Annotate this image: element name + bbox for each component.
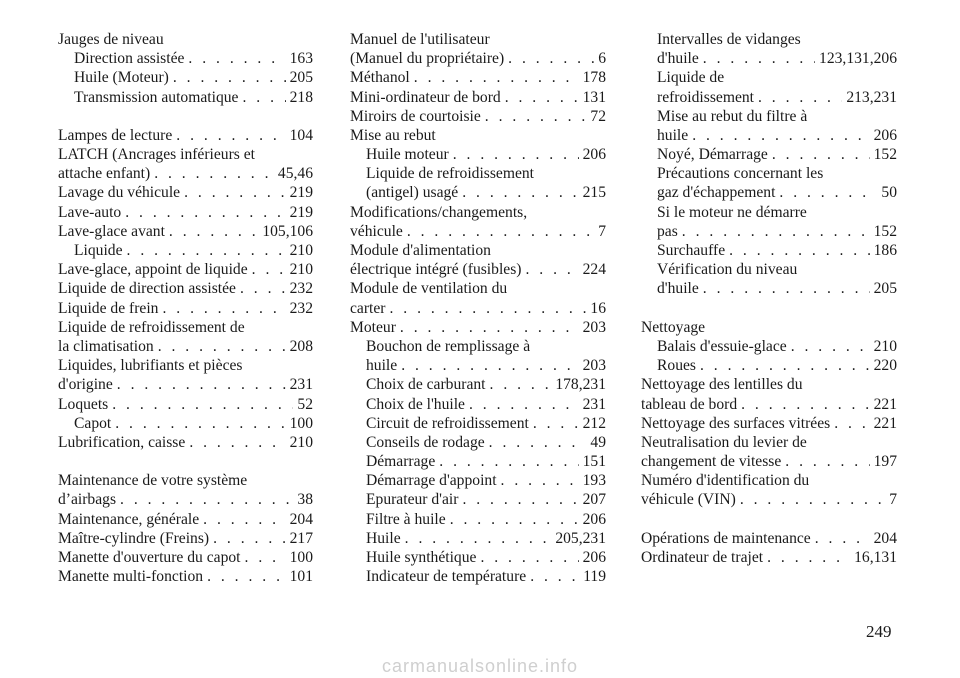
- page-reference: 152: [873, 146, 897, 164]
- dot-leader: [389, 299, 586, 318]
- page-reference: 38: [297, 491, 313, 509]
- index-subentry: [350, 337, 606, 356]
- index-subentry: [641, 337, 897, 356]
- entry-term: huile: [657, 126, 689, 144]
- index-subentry: [641, 356, 897, 375]
- dot-leader: [462, 490, 578, 509]
- entry-term: (Manuel du propriétaire): [350, 50, 505, 68]
- page-reference: 131: [582, 88, 606, 106]
- dot-leader: [158, 337, 286, 356]
- dot-leader: [489, 433, 587, 452]
- page-reference: 151: [582, 453, 606, 471]
- page-reference: 7: [889, 491, 897, 509]
- index-entry: [350, 279, 606, 298]
- page-reference: 231: [582, 395, 606, 413]
- index-column-2: [350, 30, 606, 586]
- dot-leader: [785, 452, 869, 471]
- index-subentry: [350, 548, 606, 567]
- page-reference: 119: [583, 568, 606, 586]
- index-entry: [641, 395, 897, 414]
- entry-spacer: [58, 107, 313, 126]
- index-subentry: [350, 491, 606, 510]
- index-entry: [58, 203, 313, 222]
- entry-term: Modifications/changements,: [350, 203, 528, 221]
- dot-leader: [490, 375, 552, 394]
- page-reference: 16,131: [854, 549, 897, 567]
- entry-term: Lampes de lecture: [58, 126, 173, 144]
- index-subentry: [641, 279, 897, 298]
- dot-leader: [242, 88, 285, 107]
- entry-term: Nettoyage des lentilles du: [641, 376, 803, 394]
- page-reference: 219: [289, 203, 313, 221]
- dot-leader: [184, 183, 286, 202]
- dot-leader: [758, 88, 842, 107]
- entry-term: Lavage du véhicule: [58, 184, 181, 202]
- entry-term: Lubrification, caisse: [58, 433, 186, 451]
- index-subentry: [641, 88, 897, 107]
- entry-term: Epurateur d'air: [366, 491, 459, 509]
- dot-leader: [125, 203, 285, 222]
- index-entry: [641, 433, 897, 452]
- index-entry: [350, 88, 606, 107]
- index-subentry: [641, 164, 897, 183]
- index-subentry: [641, 241, 897, 260]
- dot-leader: [453, 145, 579, 164]
- index-subentry: [350, 510, 606, 529]
- dot-leader: [480, 548, 578, 567]
- entry-term: véhicule: [350, 222, 403, 240]
- entry-term: Liquide de: [657, 69, 725, 87]
- entry-term: Maître-cylindre (Freins): [58, 529, 210, 547]
- dot-leader: [169, 222, 258, 241]
- entry-term: Vérification du niveau: [657, 261, 798, 279]
- entry-term: Maintenance de votre système: [58, 472, 248, 490]
- page-reference: 203: [582, 318, 606, 336]
- dot-leader: [400, 318, 579, 337]
- dot-leader: [703, 49, 815, 68]
- entry-term: Démarrage: [366, 453, 436, 471]
- dot-leader: [203, 510, 285, 529]
- index-entry: [58, 395, 313, 414]
- index-entry: [58, 356, 313, 375]
- page-reference: 206: [582, 146, 606, 164]
- index-subentry: [641, 107, 897, 126]
- page-reference: 207: [582, 491, 606, 509]
- dot-leader: [127, 241, 286, 260]
- index-entry: [641, 452, 897, 471]
- index-entry: [58, 491, 313, 510]
- entry-term: Liquide: [74, 242, 123, 260]
- dot-leader: [213, 529, 285, 548]
- index-entry: [58, 299, 313, 318]
- index-entry: [350, 203, 606, 222]
- entry-term: LATCH (Ancrages inférieurs et: [58, 146, 256, 164]
- dot-leader: [692, 126, 869, 145]
- index-subentry: [350, 452, 606, 471]
- page-reference: 210: [289, 261, 313, 279]
- page-reference: 221: [873, 395, 897, 413]
- entry-term: Ordinateur de trajet: [641, 549, 764, 567]
- dot-leader: [414, 68, 579, 87]
- entry-term: Choix de carburant: [366, 376, 486, 394]
- page-reference: 232: [289, 299, 313, 317]
- dot-leader: [729, 241, 869, 260]
- index-entry: [641, 471, 897, 490]
- index-subentry: [641, 30, 897, 49]
- entry-term: Liquides, lubrifiants et pièces: [58, 357, 243, 375]
- index-entry: [58, 184, 313, 203]
- entry-term: électrique intégré (fusibles): [350, 261, 522, 279]
- dot-leader: [245, 548, 286, 567]
- dot-leader: [779, 183, 877, 202]
- dot-leader: [815, 529, 870, 548]
- index-entry: [58, 548, 313, 567]
- dot-leader: [240, 279, 286, 298]
- page-reference: 204: [289, 510, 313, 528]
- dot-leader: [115, 414, 285, 433]
- page-reference: 105,106: [262, 222, 313, 240]
- index-entry: [350, 299, 606, 318]
- index-entry: [58, 433, 313, 452]
- watermark: carmanualsonline.info: [381, 656, 579, 676]
- entry-term: Filtre à huile: [366, 510, 446, 528]
- entry-term: Direction assistée: [74, 50, 185, 68]
- entry-term: carter: [350, 299, 386, 317]
- page-reference: 205: [873, 280, 897, 298]
- entry-term: Miroirs de courtoisie: [350, 107, 481, 125]
- page-reference: 205: [289, 69, 313, 87]
- entry-term: Mini-ordinateur de bord: [350, 88, 501, 106]
- entry-term: Liquide de direction assistée: [58, 280, 236, 298]
- page-reference: 100: [289, 549, 313, 567]
- entry-term: Huile: [366, 529, 401, 547]
- page-reference: 213,231: [846, 88, 897, 106]
- page-reference: 72: [590, 107, 606, 125]
- dot-leader: [401, 356, 578, 375]
- page-reference: 50: [881, 184, 897, 202]
- entry-term: Huile (Moteur): [74, 69, 169, 87]
- dot-leader: [740, 490, 885, 509]
- dot-leader: [407, 222, 594, 241]
- dot-leader: [505, 88, 579, 107]
- entry-term: Mise au rebut du filtre à: [657, 107, 808, 125]
- page-reference: 186: [873, 242, 897, 260]
- page-reference: 205,231: [555, 529, 606, 547]
- entry-term: Moteur: [350, 318, 396, 336]
- page-reference: 49: [590, 433, 606, 451]
- index-subentry: [58, 49, 313, 68]
- index-entry: [350, 260, 606, 279]
- entry-term: Loquets: [58, 395, 109, 413]
- index-subentry: [350, 395, 606, 414]
- page-reference: 16: [590, 299, 606, 317]
- dot-leader: [682, 222, 870, 241]
- page-reference: 217: [289, 529, 313, 547]
- index-entry: [350, 126, 606, 145]
- index-entry: [58, 145, 313, 164]
- entry-term: Capot: [74, 414, 112, 432]
- index-subentry: [350, 145, 606, 164]
- entry-term: Surchauffe: [657, 242, 726, 260]
- dot-leader: [485, 107, 587, 126]
- index-subentry: [350, 164, 606, 183]
- index-subentry: [350, 471, 606, 490]
- index-entry: [58, 164, 313, 183]
- page-reference: 104: [289, 126, 313, 144]
- entry-term: la climatisation: [58, 337, 154, 355]
- index-entry: [58, 567, 313, 586]
- entry-term: Méthanol: [350, 69, 410, 87]
- dot-leader: [176, 126, 285, 145]
- index-entry: [58, 279, 313, 298]
- entry-term: Roues: [657, 357, 696, 375]
- index-entry: [350, 107, 606, 126]
- page-reference: 210: [289, 242, 313, 260]
- entry-term: Neutralisation du levier de: [641, 433, 807, 451]
- index-entry: [641, 529, 897, 548]
- entry-term: Intervalles de vidanges: [657, 30, 801, 48]
- entry-term: gaz d'échappement: [657, 184, 776, 202]
- page-reference: 206: [582, 549, 606, 567]
- dot-leader: [508, 49, 594, 68]
- dot-leader: [162, 299, 285, 318]
- dot-leader: [188, 49, 285, 68]
- dot-leader: [700, 356, 870, 375]
- index-subentry: [58, 414, 313, 433]
- index-entry: [350, 318, 606, 337]
- entry-term: d'huile: [657, 280, 699, 298]
- index-subentry: [641, 260, 897, 279]
- dot-leader: [469, 395, 579, 414]
- entry-term: Balais d'essuie-glace: [657, 337, 787, 355]
- entry-term: d'huile: [657, 50, 699, 68]
- index-entry: [641, 491, 897, 510]
- dot-leader: [791, 337, 870, 356]
- page-reference: 206: [582, 510, 606, 528]
- page-reference: 203: [582, 357, 606, 375]
- entry-term: Précautions concernant les: [657, 165, 824, 183]
- entry-term: Transmission automatique: [74, 88, 239, 106]
- entry-term: Lave-glace avant: [58, 222, 165, 240]
- index-entry: [350, 241, 606, 260]
- dot-leader: [772, 145, 870, 164]
- index-subentry: [641, 68, 897, 87]
- entry-term: Indicateur de température: [366, 568, 527, 586]
- index-entry: [58, 375, 313, 394]
- entry-term: Module d'alimentation: [350, 242, 491, 260]
- dot-leader: [117, 375, 286, 394]
- index-entry: [58, 510, 313, 529]
- dot-leader: [450, 510, 579, 529]
- dot-leader: [120, 490, 293, 509]
- page-reference: 100: [289, 414, 313, 432]
- page-reference: 178,231: [555, 376, 606, 394]
- entry-term: Noyé, Démarrage: [657, 146, 768, 164]
- page-reference: 206: [873, 126, 897, 144]
- entry-term: Maintenance, générale: [58, 510, 200, 528]
- page-number: 249: [866, 622, 892, 641]
- page-reference: 197: [873, 453, 897, 471]
- index-entry: [58, 529, 313, 548]
- entry-term: Opérations de maintenance: [641, 529, 811, 547]
- entry-term: Liquide de refroidissement: [366, 165, 535, 183]
- entry-term: Choix de l'huile: [366, 395, 465, 413]
- entry-term: Circuit de refroidissement: [366, 414, 529, 432]
- index-entry: [350, 68, 606, 87]
- page-reference: 6: [598, 50, 606, 68]
- entry-term: Liquide de frein: [58, 299, 159, 317]
- page-reference: 163: [289, 50, 313, 68]
- entry-term: changement de vitesse: [641, 453, 782, 471]
- dot-leader: [112, 395, 293, 414]
- index-entry: [641, 414, 897, 433]
- entry-spacer: [641, 510, 897, 529]
- entry-term: Manuel de l'utilisateur: [350, 30, 490, 48]
- page-reference: 52: [297, 395, 313, 413]
- page-reference: 208: [289, 337, 313, 355]
- index-subentry: [641, 145, 897, 164]
- entry-term: Jauges de niveau: [58, 30, 164, 48]
- index-entry: [641, 318, 897, 337]
- index-column-1: [58, 30, 313, 586]
- entry-term: tableau de bord: [641, 395, 738, 413]
- entry-term: d’airbags: [58, 491, 117, 509]
- page-reference: 232: [289, 280, 313, 298]
- index-subentry: [350, 356, 606, 375]
- entry-term: (antigel) usagé: [366, 184, 459, 202]
- dot-leader: [439, 452, 578, 471]
- entry-spacer: [58, 452, 313, 471]
- page-reference: 178: [582, 69, 606, 87]
- dot-leader: [501, 471, 579, 490]
- dot-leader: [533, 414, 579, 433]
- entry-term: Nettoyage: [641, 318, 706, 336]
- dot-leader: [703, 279, 870, 298]
- index-entry: [58, 30, 313, 49]
- entry-term: d'origine: [58, 376, 113, 394]
- entry-term: Lave-glace, appoint de liquide: [58, 261, 248, 279]
- index-subentry: [58, 68, 313, 87]
- dot-leader: [530, 567, 579, 586]
- index-subentry: [350, 414, 606, 433]
- index-subentry: [641, 49, 897, 68]
- page-reference: 152: [873, 222, 897, 240]
- page-reference: 212: [582, 414, 606, 432]
- index-entry: [58, 318, 313, 337]
- dot-leader: [462, 183, 578, 202]
- page-reference: 219: [289, 184, 313, 202]
- page-reference: 123,131,206: [819, 50, 897, 68]
- index-subentry: [350, 433, 606, 452]
- page-reference: 210: [873, 337, 897, 355]
- dot-leader: [252, 260, 286, 279]
- entry-term: Si le moteur ne démarre: [657, 203, 807, 221]
- index-subentry: [350, 529, 606, 548]
- index-entry: [58, 126, 313, 145]
- entry-term: pas: [657, 222, 678, 240]
- page-reference: 101: [289, 568, 313, 586]
- dot-leader: [189, 433, 285, 452]
- dot-leader: [525, 260, 578, 279]
- entry-term: Numéro d'identification du: [641, 472, 810, 490]
- index-subentry: [58, 88, 313, 107]
- entry-spacer: [641, 299, 897, 318]
- index-entry: [350, 222, 606, 241]
- entry-term: Liquide de refroidissement de: [58, 318, 245, 336]
- page-reference: 193: [582, 472, 606, 490]
- entry-term: Mise au rebut: [350, 126, 436, 144]
- dot-leader: [173, 68, 286, 87]
- page-reference: 210: [289, 433, 313, 451]
- entry-term: Conseils de rodage: [366, 433, 485, 451]
- index-entry: [58, 471, 313, 490]
- dot-leader: [207, 567, 286, 586]
- entry-term: refroidissement: [657, 88, 754, 106]
- page-reference: 224: [582, 261, 606, 279]
- entry-term: Bouchon de remplissage à: [366, 337, 531, 355]
- dot-leader: [154, 164, 274, 183]
- dot-leader: [741, 395, 869, 414]
- entry-term: huile: [366, 357, 398, 375]
- index-entry: [350, 49, 606, 68]
- index-entry: [58, 337, 313, 356]
- entry-term: Lave-auto: [58, 203, 122, 221]
- entry-term: Manette d'ouverture du capot: [58, 549, 241, 567]
- entry-term: Démarrage d'appoint: [366, 472, 497, 490]
- index-subentry: [641, 222, 897, 241]
- page-reference: 215: [582, 184, 606, 202]
- index-entry: [58, 222, 313, 241]
- entry-term: Module de ventilation du: [350, 280, 508, 298]
- entry-term: Nettoyage des surfaces vitrées: [641, 414, 831, 432]
- entry-term: Huile moteur: [366, 146, 449, 164]
- entry-term: véhicule (VIN): [641, 491, 736, 509]
- index-subentry: [350, 567, 606, 586]
- index-subentry: [58, 241, 313, 260]
- index-subentry: [641, 203, 897, 222]
- index-subentry: [641, 126, 897, 145]
- index-entry: [350, 30, 606, 49]
- index-subentry: [350, 184, 606, 203]
- entry-term: Huile synthétique: [366, 549, 477, 567]
- index-column-3: [641, 30, 897, 567]
- entry-term: attache enfant): [58, 165, 151, 183]
- dot-leader: [405, 529, 552, 548]
- index-entry: [58, 260, 313, 279]
- entry-term: Manette multi-fonction: [58, 568, 204, 586]
- page-reference: 221: [873, 414, 897, 432]
- index-subentry: [641, 184, 897, 203]
- page-reference: 231: [289, 376, 313, 394]
- page-reference: 45,46: [277, 165, 313, 183]
- page-reference: 220: [873, 357, 897, 375]
- index-entry: [641, 375, 897, 394]
- dot-leader: [767, 548, 850, 567]
- index-entry: [641, 548, 897, 567]
- page-reference: 7: [598, 222, 606, 240]
- index-subentry: [350, 375, 606, 394]
- dot-leader: [834, 414, 869, 433]
- page-reference: 204: [873, 529, 897, 547]
- page-reference: 218: [289, 88, 313, 106]
